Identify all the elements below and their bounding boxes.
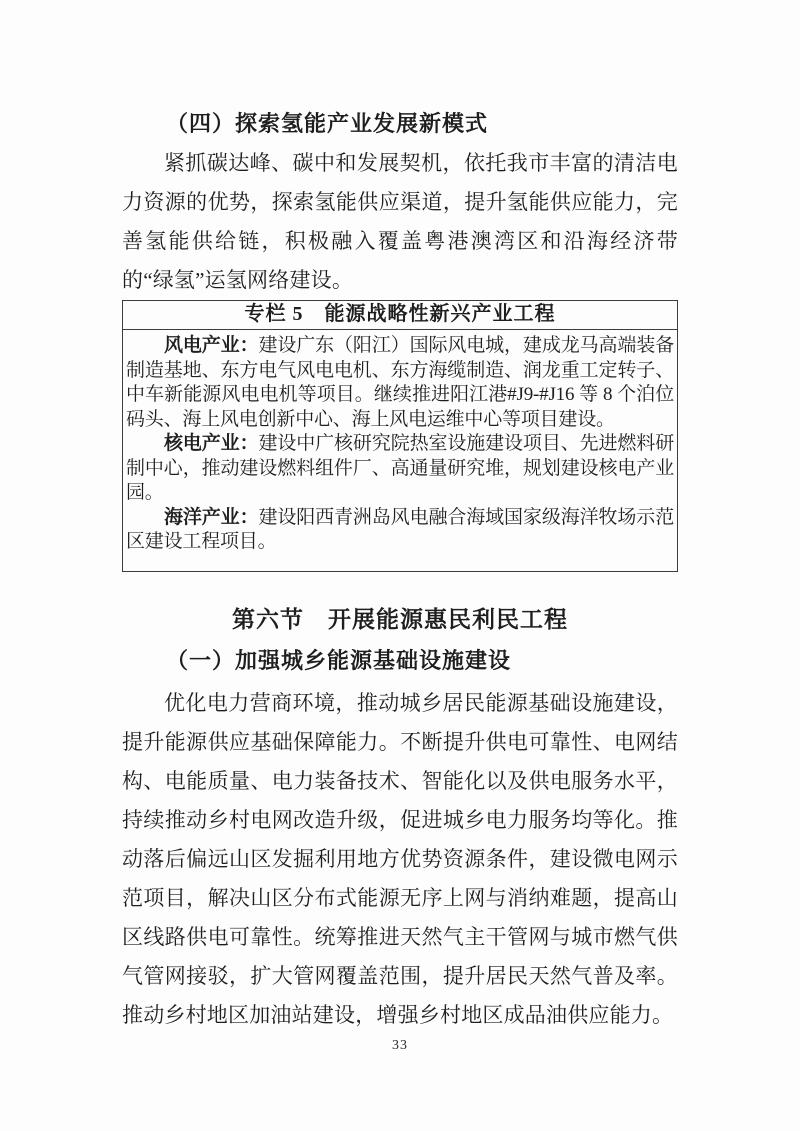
heading-section6: 第六节 开展能源惠民利民工程 xyxy=(232,606,568,632)
box-text-ocean-industry: 建设阳西青洲岛风电融合海域国家级海洋牧场示范区建设工程项目。 xyxy=(126,506,674,552)
heading-section4: （四）探索氢能产业发展新模式 xyxy=(166,111,489,136)
page-number: 33 xyxy=(392,1038,408,1053)
feature-box-column5 xyxy=(122,300,678,572)
document-page xyxy=(122,108,678,1035)
feature-box-title: 专栏 5 能源战略性新兴产业工程 xyxy=(123,301,677,330)
box-text-nuclear-power: 建设中广核研究院热室设施建设项目、先进燃料研制中心，推动建设燃料组件厂、高通量研究堆，规划建设核电产业园。 xyxy=(126,433,674,503)
heading-section6-sub1: （一）加强城乡能源基础设施建设 xyxy=(166,647,512,673)
box-paragraph-ocean-industry xyxy=(126,506,674,555)
box-paragraph-nuclear-power xyxy=(126,432,674,506)
box-paragraph-wind-power xyxy=(126,334,674,432)
box-label-wind-power: 风电产业： xyxy=(164,335,259,356)
feature-box-body xyxy=(123,330,677,571)
box-label-ocean-industry: 海洋产业： xyxy=(164,506,259,528)
box-label-nuclear-power: 核电产业： xyxy=(164,433,259,454)
box-text-wind-power: 建设广东（阳江）国际风电城，建成龙马高端装备制造基地、东方电气风电电机、东方海缆制造、润龙重工定转子、中车新能源风电电机等项目。继续推进阳江港#J9-#J16 等 8 个泊位码头、海上风电创新中心、海上风电运维中心等项目建设。 xyxy=(126,335,674,430)
paragraph-hydrogen-development: 紧抓碳达峰、碳中和发展契机，依托我市丰富的清洁电力资源的优势，探索氢能供应渠道，提升氢能供应能力，完善氢能供给链，积极融入覆盖粤港澳湾区和沿海经济带的“绿氢”运氢网络建设。 xyxy=(122,151,678,292)
paragraph-urban-rural-infrastructure: 优化电力营商环境，推动城乡居民能源基础设施建设，提升能源供应基础保障能力。不断提升供电可靠性、电网结构、电能质量、电力装备技术、智能化以及供电服务水平，持续推动乡村电网改造升级，促进城乡电力服务均等化。推动落后偏远山区发掘利用地方优势资源条件，建设微电网示范项目，解决山区分布式能源无序上网与消纳难题，提高山区线路供电可靠性。统筹推进天然气主干管网与城市燃气供气管网接驳，扩大管网覆盖范围，提升居民天然气普及率。推动乡村地区加油站建设，增强乡村地区成品油供应能力。 xyxy=(122,690,678,1027)
